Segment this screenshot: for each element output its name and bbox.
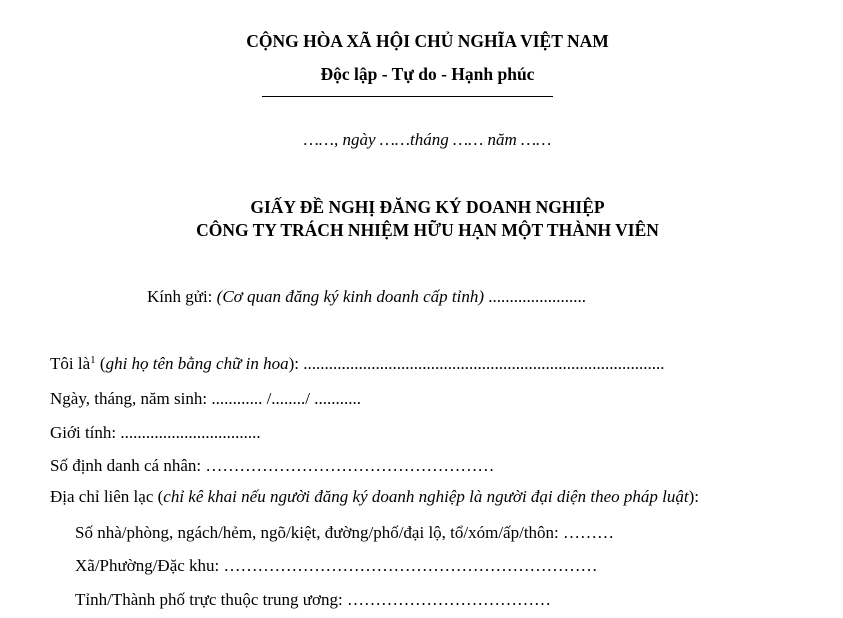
recipient-line	[147, 287, 586, 307]
paren-close: ):	[688, 487, 700, 506]
street-field	[75, 522, 614, 544]
date-line: ……, ngày ……tháng …… năm ……	[303, 130, 552, 149]
recipient-label: Kính gửi:	[147, 287, 217, 306]
document-title: GIẤY ĐỀ NGHỊ ĐĂNG KÝ DOANH NGHIỆP	[250, 197, 605, 217]
contact-address-label: Địa chỉ liên lạc (	[50, 487, 164, 506]
motto-heading: Độc lập - Tự do - Hạnh phúc	[320, 64, 535, 84]
gender-label: Giới tính:	[50, 423, 121, 442]
personal-id-label: Số định danh cá nhân:	[50, 456, 206, 475]
country-heading: CỘNG HÒA XÃ HỘI CHỦ NGHĨA VIỆT NAM	[246, 31, 609, 51]
footnote-marker: 1	[90, 354, 96, 366]
full-name-label: Tôi là	[50, 354, 91, 373]
contact-address-field	[50, 486, 699, 508]
full-name-field	[50, 353, 665, 375]
document-subtitle: CÔNG TY TRÁCH NHIỆM HỮU HẠN MỘT THÀNH VIÊN	[196, 220, 659, 240]
street-label: Số nhà/phòng, ngách/hẻm, ngõ/kiệt, đường/phố/đại lộ, tổ/xóm/ấp/thôn:	[75, 523, 564, 542]
full-name-hint: ghi họ tên bằng chữ in hoa	[105, 354, 289, 373]
province-label: Tỉnh/Thành phố trực thuộc trung ương:	[75, 590, 347, 609]
personal-id-field	[50, 455, 494, 477]
birth-date-label: Ngày, tháng, năm sinh:	[50, 389, 212, 408]
recipient-blank[interactable]: .......................	[484, 287, 587, 306]
gender-field	[50, 422, 261, 444]
birth-date-field	[50, 388, 361, 410]
ward-blank[interactable]: …………………………………………………………	[223, 556, 598, 575]
street-blank[interactable]: ………	[563, 523, 615, 542]
recipient-hint: (Cơ quan đăng ký kinh doanh cấp tỉnh)	[216, 287, 485, 306]
ward-label: Xã/Phường/Đặc khu:	[75, 556, 224, 575]
paren-open: (	[95, 354, 106, 373]
ward-field	[75, 555, 598, 577]
full-name-blank[interactable]: .....................................................................................	[299, 354, 665, 373]
header-divider	[262, 96, 553, 97]
contact-address-hint: chỉ kê khai nếu người đăng ký doanh nghiệp là người đại diện theo pháp luật	[163, 487, 689, 506]
province-blank[interactable]: ………………………………	[346, 590, 551, 609]
birth-date-blank[interactable]: ............ /......../ ...........	[211, 389, 362, 408]
gender-blank[interactable]: .................................	[120, 423, 261, 442]
paren-close: ):	[288, 354, 299, 373]
personal-id-blank[interactable]: ……………………………………………	[205, 456, 495, 475]
province-field	[75, 589, 551, 611]
